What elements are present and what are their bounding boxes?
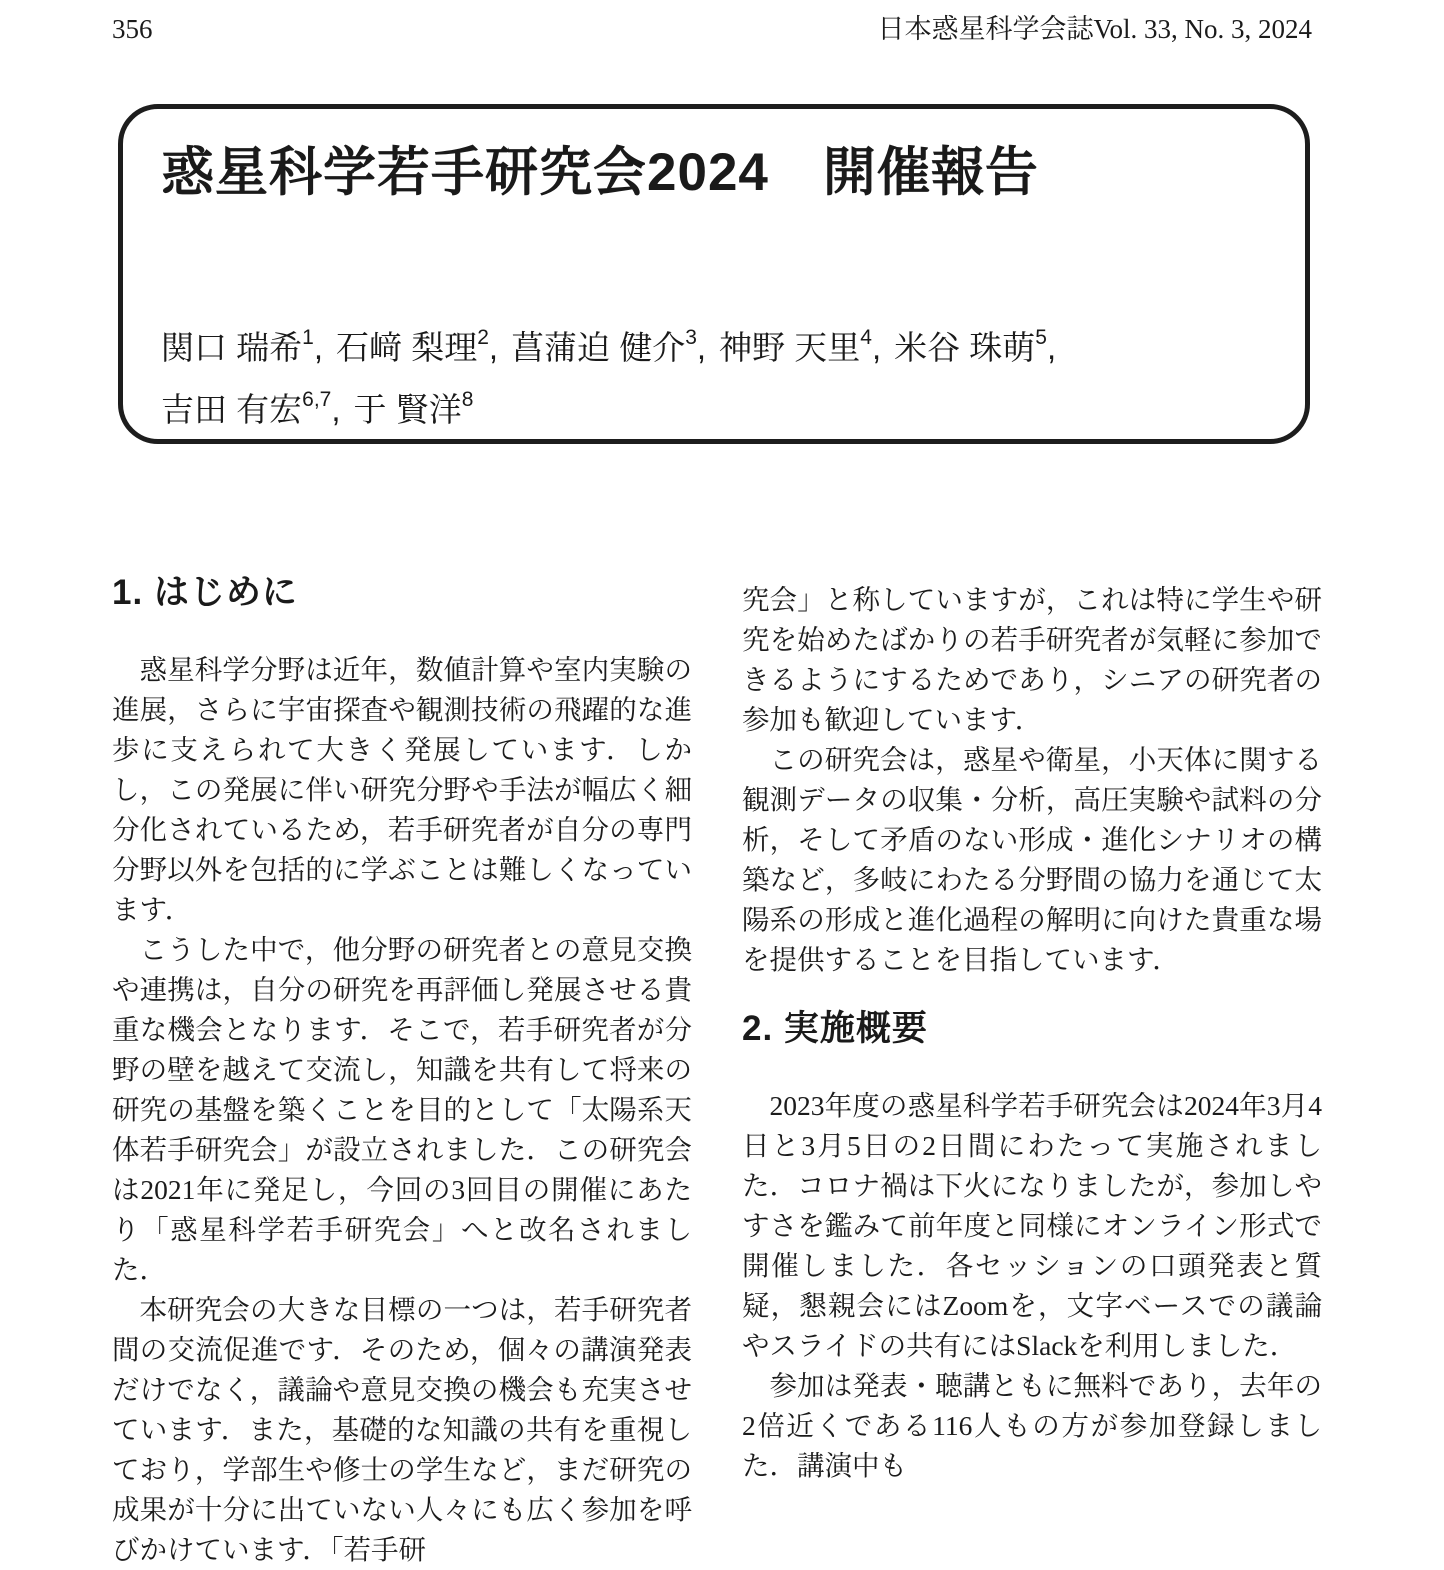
author-separator: , bbox=[871, 329, 882, 366]
title-box bbox=[118, 104, 1310, 444]
author-name: 菖蒲迫 健介 bbox=[511, 329, 686, 366]
section-1-heading: 1. はじめに bbox=[112, 573, 298, 612]
journal-title: 日本惑星科学会誌Vol. 33, No. 3, 2024 bbox=[877, 14, 1312, 44]
author bbox=[161, 387, 354, 428]
author bbox=[161, 325, 336, 366]
author-name: 吉田 有宏 bbox=[161, 391, 303, 428]
paragraph-1-3: 本研究会の大きな目標の一つは，若手研究者間の交流促進です．そのため，個々の講演発表だけでなく，議論や意見交換の機会も充実させています．また，基礎的な知識の共有を重視しており，学部生や修士の学生など，まだ研究の成果が十分に出ていない人々にも広く参加を呼びかけています．「若手研 bbox=[112, 1294, 692, 1565]
author-affiliation-sup: 2 bbox=[477, 325, 489, 349]
author bbox=[511, 325, 719, 366]
left-column bbox=[112, 570, 692, 1570]
author-separator: , bbox=[1046, 329, 1057, 366]
author-affiliation-sup: 4 bbox=[860, 325, 872, 349]
author bbox=[894, 325, 1069, 366]
section-2-heading: 2. 実施概要 bbox=[742, 1009, 928, 1048]
page-header bbox=[112, 12, 1312, 46]
author-name: 于 賢洋 bbox=[353, 391, 462, 428]
author bbox=[336, 325, 511, 366]
author-line-2 bbox=[161, 379, 1305, 441]
author bbox=[719, 325, 894, 366]
author-separator: , bbox=[313, 329, 324, 366]
paragraph-1-1: 惑星科学分野は近年，数値計算や室内実験の進展，さらに宇宙探査や観測技術の飛躍的な進歩に支えられて大きく発展しています．しかし，この発展に伴い研究分野や手法が幅広く細分化されているため，若手研究者が自分の専門分野以外を包括的に学ぶことは難しくなっています． bbox=[112, 654, 692, 925]
paragraph-1-3-continuation: 究会」と称していますが，これは特に学生や研究を始めたばかりの若手研究者が気軽に参加できるようにするためであり，シニアの研究者の参加も歓迎しています． bbox=[742, 584, 1322, 735]
paragraph-2-2: 参加は発表・聴講ともに無料であり，去年の2倍近くである116人もの方が参加登録しました．講演中も bbox=[742, 1370, 1322, 1481]
author-affiliation-sup: 8 bbox=[461, 387, 474, 411]
article-title: 惑星科学若手研究会2024 開催報告 bbox=[161, 143, 1039, 202]
author-affiliation-sup: 3 bbox=[685, 325, 697, 349]
paragraph-1-4: この研究会は，惑星や衛星，小天体に関する観測データの収集・分析，高圧実験や試料の分析，そして矛盾のない形成・進化シナリオの構築など，多岐にわたる分野間の協力を通じて太陽系の形成と進化過程の解明に向けた貴重な場を提供することを目指しています． bbox=[742, 744, 1322, 975]
author-affiliation-sup: 1 bbox=[302, 325, 314, 349]
author-affiliation-sup: 5 bbox=[1035, 325, 1047, 349]
author-list bbox=[161, 317, 1305, 441]
paragraph-1-2: こうした中で，他分野の研究者との意見交換や連携は，自分の研究を再評価し発展させる貴重な機会となります．そこで，若手研究者が分野の壁を越えて交流し，知識を共有して将来の研究の基盤を築くことを目的として「太陽系天体若手研究会」が設立されました．この研究会は2021年に発足し，今回の3回目の開催にあたり「惑星科学若手研究会」へと改名されました． bbox=[112, 934, 692, 1285]
author-separator: , bbox=[331, 391, 341, 428]
page-number: 356 bbox=[112, 14, 153, 44]
author-name: 米谷 珠萌 bbox=[894, 329, 1036, 366]
author-name: 石﨑 梨理 bbox=[336, 329, 478, 366]
author-name: 神野 天里 bbox=[719, 329, 861, 366]
author-separator: , bbox=[488, 329, 499, 366]
author-name: 関口 瑞希 bbox=[161, 329, 303, 366]
right-column bbox=[742, 580, 1322, 1486]
author-line-1 bbox=[161, 317, 1305, 379]
author bbox=[353, 387, 474, 428]
paragraph-2-1: 2023年度の惑星科学若手研究会は2024年3月4日と3月5日の2日間にわたって実施されました．コロナ禍は下火になりましたが，参加しやすさを鑑みて前年度と同様にオンライン形式で開催しました．各セッションの口頭発表と質疑，懇親会にはZoomを，文字ベースでの議論やスライドの共有にはSlackを利用しました． bbox=[742, 1090, 1322, 1361]
author-separator: , bbox=[696, 329, 707, 366]
author-affiliation-sup: 6,7 bbox=[302, 387, 332, 411]
